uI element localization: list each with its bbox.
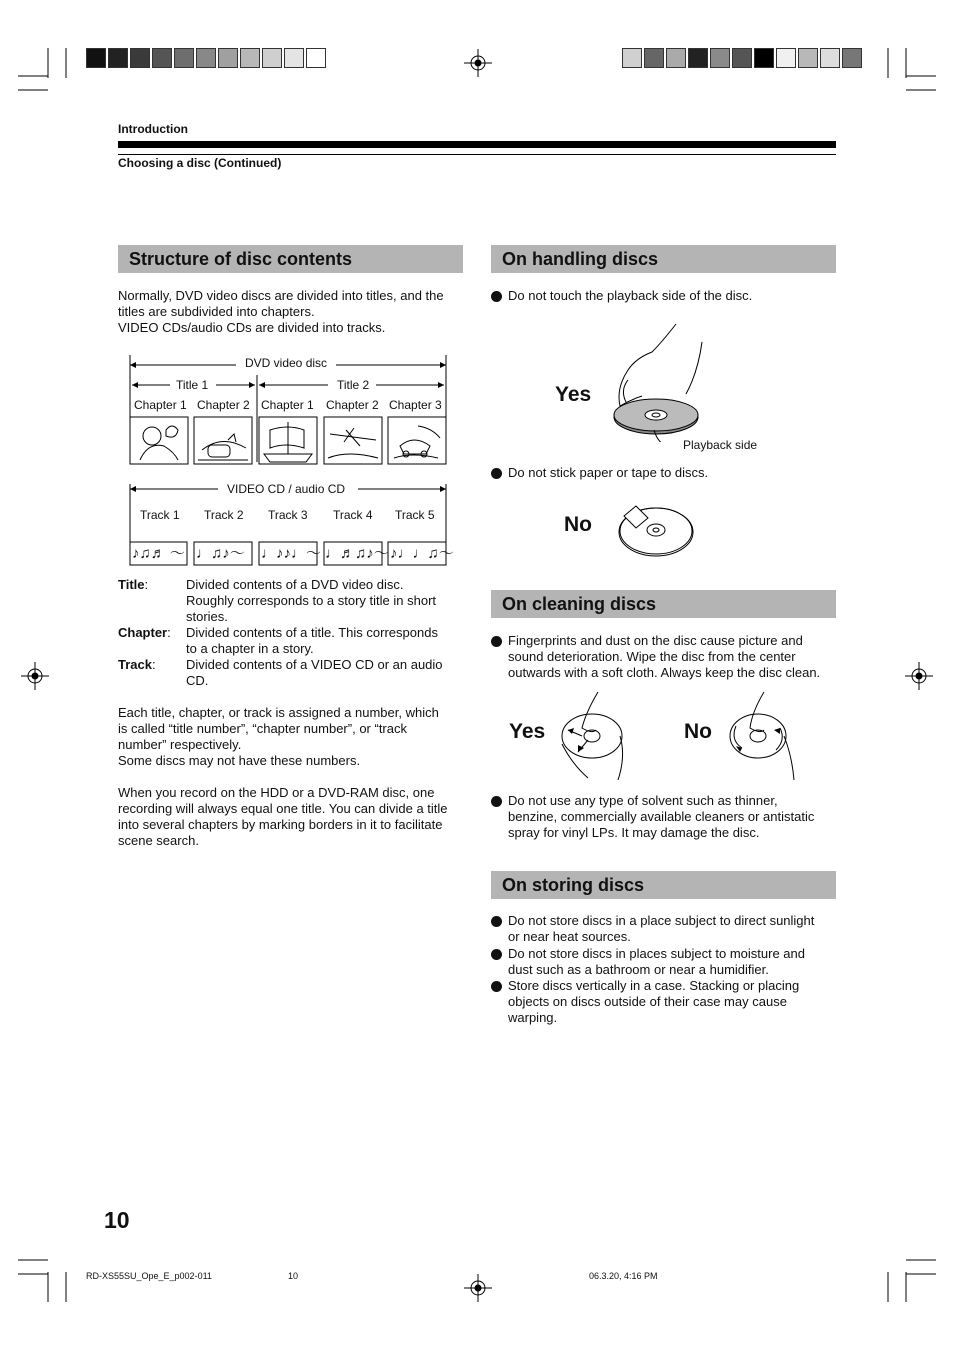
track-label: Track 4 — [333, 508, 373, 522]
color-swatch — [196, 48, 216, 68]
music-notes: ♪♩♩♫～ — [390, 545, 454, 562]
color-swatch — [174, 48, 194, 68]
track-label: Track 2 — [204, 508, 244, 522]
color-swatch — [710, 48, 730, 68]
color-swatch — [842, 48, 862, 68]
music-notes: ♩♪♪♩～ — [261, 545, 322, 562]
disc-with-tape-illustration — [616, 502, 696, 558]
title2-label: Title 2 — [337, 378, 370, 392]
color-swatch — [732, 48, 752, 68]
title1-label: Title 1 — [176, 378, 209, 392]
cleaning-incorrect-illustration — [728, 690, 810, 782]
chapter-label: Chapter 1 — [134, 398, 187, 412]
bullet-no-solvent: Do not use any type of solvent such as thinner, benzine, commercially available cleaners or antistatic spray for vinyl LPs. It may damage the disc. — [491, 793, 853, 841]
playback-side-label: Playback side — [683, 438, 758, 452]
color-swatch — [798, 48, 818, 68]
bullet-sunlight: Do not store discs in a place subject to direct sunlight or near heat sources. — [491, 913, 853, 945]
section-heading-structure: Structure of disc contents — [118, 245, 463, 273]
section-heading-cleaning: On cleaning discs — [491, 590, 836, 618]
header-rule-thick — [118, 141, 836, 148]
definition-track-text: Divided contents of a VIDEO CD or an audio CD. — [186, 657, 443, 688]
footer-page: 10 — [288, 1271, 299, 1281]
definition-title-text: Divided contents of a DVD video disc. Roughly corresponds to a story title in short stories. — [186, 577, 437, 624]
color-swatch — [666, 48, 686, 68]
section-heading-handling: On handling discs — [491, 245, 836, 273]
recording-paragraph: When you record on the HDD or a DVD-RAM disc, one recording will always equal one title. You can divide a title into several chapters by marking borders in it to facilitate scene search. — [118, 785, 448, 848]
bullet-no-touch: Do not touch the playback side of the disc. — [491, 288, 752, 304]
bullet-moisture: Do not store discs in places subject to moisture and dust such as a bathroom or near a humidifier. — [491, 946, 853, 978]
chapter-label: Chapter 2 — [197, 398, 250, 412]
definition-chapter-text: Divided contents of a title. This corresponds to a chapter in a story. — [186, 625, 438, 656]
registration-mark-bottom — [464, 1274, 492, 1302]
color-swatch — [218, 48, 238, 68]
no-label: No — [564, 513, 592, 536]
chapter-label: Chapter 3 — [389, 398, 442, 412]
color-swatch — [820, 48, 840, 68]
color-swatch — [622, 48, 642, 68]
footer-file: RD-XS55SU_Ope_E_p002-011 — [86, 1271, 212, 1281]
music-notes: ♩♫♪～ — [196, 545, 245, 562]
numbering-paragraph: Each title, chapter, or track is assigned a number, which is called “title number”, “chapter number”, or “track number” respectively. Some discs may not have these numbers. — [118, 705, 439, 768]
section-heading-storing: On storing discs — [491, 871, 836, 899]
chapter-label: Chapter 1 — [261, 398, 314, 412]
cleaning-no-label: No — [684, 720, 712, 743]
music-notes: ♪♫♬ ～ — [132, 545, 185, 562]
page-number: 10 — [104, 1207, 130, 1233]
footer-date: 06.3.20, 4:16 PM — [589, 1271, 658, 1281]
registration-mark-left — [21, 662, 49, 690]
header-rule-thin — [118, 154, 836, 155]
color-swatch — [130, 48, 150, 68]
bullet-vertical: Store discs vertically in a case. Stacking or placing objects on discs outside of their case may cause warping. — [491, 978, 853, 1026]
color-swatch — [284, 48, 304, 68]
bullet-no-tape: Do not stick paper or tape to discs. — [491, 465, 708, 481]
color-swatch — [86, 48, 106, 68]
definition-chapter: Chapter: — [118, 625, 171, 640]
cleaning-yes-label: Yes — [509, 720, 546, 743]
color-swatch — [262, 48, 282, 68]
chapter-label: Chapter 2 — [326, 398, 379, 412]
intro-text: Normally, DVD video discs are divided into titles, and the titles are subdivided into chapters. VIDEO CDs/audio CDs are divided into tracks. — [118, 288, 444, 335]
color-swatch — [754, 48, 774, 68]
vcd-label: VIDEO CD / audio CD — [227, 482, 346, 496]
color-swatch — [306, 48, 326, 68]
track-label: Track 3 — [268, 508, 308, 522]
definition-track: Track: — [118, 657, 156, 672]
color-swatch — [776, 48, 796, 68]
color-swatch — [688, 48, 708, 68]
definition-title: Title: — [118, 577, 149, 592]
hand-holding-disc-illustration — [606, 322, 716, 442]
color-swatch — [108, 48, 128, 68]
section-label: Introduction — [118, 122, 188, 136]
music-notes: ♩♬♫♪～ — [325, 545, 389, 562]
registration-mark-right — [905, 662, 933, 690]
disc-structure-diagram — [118, 350, 463, 572]
color-swatch — [152, 48, 172, 68]
track-label: Track 5 — [395, 508, 435, 522]
subsection-label: Choosing a disc (Continued) — [118, 156, 282, 170]
dvd-video-disc-label: DVD video disc — [245, 356, 328, 370]
registration-mark-top — [464, 49, 492, 77]
color-swatch — [644, 48, 664, 68]
cleaning-correct-illustration — [558, 690, 640, 782]
track-label: Track 1 — [140, 508, 180, 522]
yes-label: Yes — [555, 383, 592, 406]
bullet-fingerprints: Fingerprints and dust on the disc cause picture and sound deterioration. Wipe the disc from the center outwards with a soft cloth. Always keep the disc clean. — [491, 633, 853, 681]
color-swatch — [240, 48, 260, 68]
